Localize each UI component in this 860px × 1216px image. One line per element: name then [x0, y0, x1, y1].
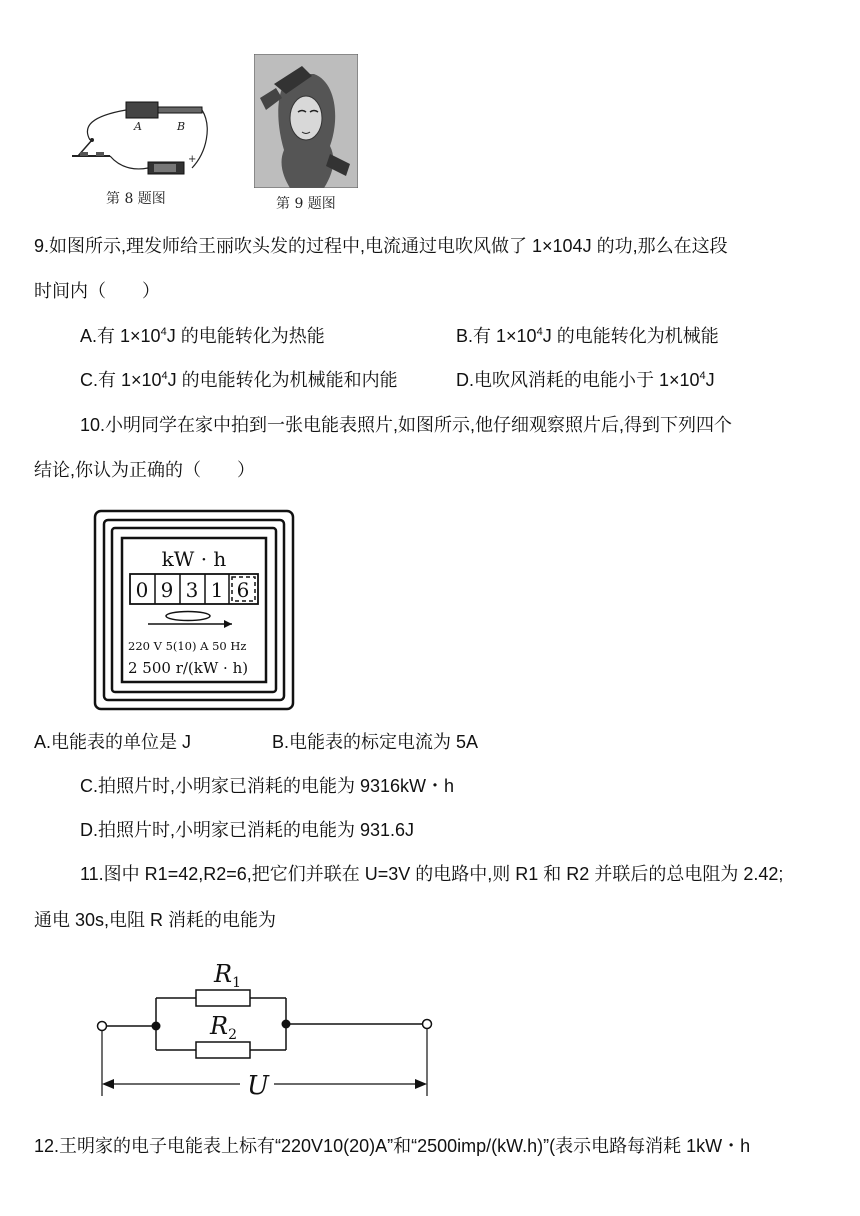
- q10-option-b: B.电能表的标定电流为 5A: [272, 732, 479, 752]
- q9-stem-line1: 9.如图所示,理发师给王丽吹头发的过程中,电流通过电吹风做了 1×104J 的功,那么在这段: [34, 236, 728, 256]
- meter-digit-1: 0: [135, 578, 149, 602]
- q10-stem-line2: 结论,你认为正确的（ ）: [34, 460, 255, 480]
- figure-8-caption: 第 8 题图: [106, 191, 166, 207]
- q11-stem-line2: 通电 30s,电阻 R 消耗的电能为: [34, 910, 277, 930]
- q9-option-b: B.有 $1\times 10^4J$ 的电能转化为机械能: [456, 326, 719, 346]
- fig8-label-plus: +: [188, 154, 197, 165]
- q9-option-a: A.有 $1\times 10^4J$ 的电能转化为热能: [80, 326, 325, 346]
- meter-unit: kW · h: [161, 547, 227, 571]
- figure-9-caption: 第 9 题图: [276, 196, 336, 212]
- q10-option-c: C.拍照片时,小明家已消耗的电能为 9316kW・h: [80, 776, 455, 796]
- q10-option-d: D.拍照片时,小明家已消耗的电能为 931.6J: [80, 820, 415, 840]
- meter-digit-5: 6: [236, 578, 250, 602]
- circuit-label-r1: $R_1$: [214, 960, 241, 991]
- figure-energy-meter: [92, 508, 296, 712]
- figure-9-hairdryer-photo: [254, 54, 358, 188]
- figure-parallel-circuit: [90, 956, 440, 1106]
- circuit-label-u: U: [247, 1071, 269, 1101]
- circuit-label-r2: $R_2$: [210, 1012, 237, 1043]
- q9-option-c: C.有 $1\times 10^4J$ 的电能转化为机械能和内能: [80, 370, 398, 390]
- q11-stem-line1: 11.图中 R1=42,R2=6,把它们并联在 U=3V 的电路中,则 R1 和 R2 并联后的总电阻为 2.42;: [80, 864, 784, 884]
- q10-stem-line1: 10.小明同学在家中拍到一张电能表照片,如图所示,他仔细观察照片后,得到下列四个: [80, 415, 733, 435]
- q9-stem-line2: 时间内（ ）: [34, 281, 160, 301]
- figure-8-circuit: [62, 96, 222, 184]
- fig8-label-b: B: [177, 120, 186, 133]
- meter-rating: 220 V 5(10) A 50 Hz: [128, 639, 247, 653]
- q12-stem-line1: 12.王明家的电子电能表上标有“220V10(20)A”和“2500imp/(kW.h)”(表示电路每消耗 1kW・h: [34, 1136, 751, 1156]
- meter-constant: 2 500 r/(kW · h): [128, 659, 249, 677]
- q10-option-a: A.电能表的单位是 J: [34, 732, 192, 752]
- meter-digit-4: 1: [210, 578, 224, 602]
- meter-digit-2: 9: [160, 578, 174, 602]
- meter-digit-3: 3: [185, 578, 199, 602]
- fig8-label-a: A: [134, 120, 142, 133]
- q9-option-d: D.电吹风消耗的电能小于 $1\times 10^4J$: [456, 370, 715, 390]
